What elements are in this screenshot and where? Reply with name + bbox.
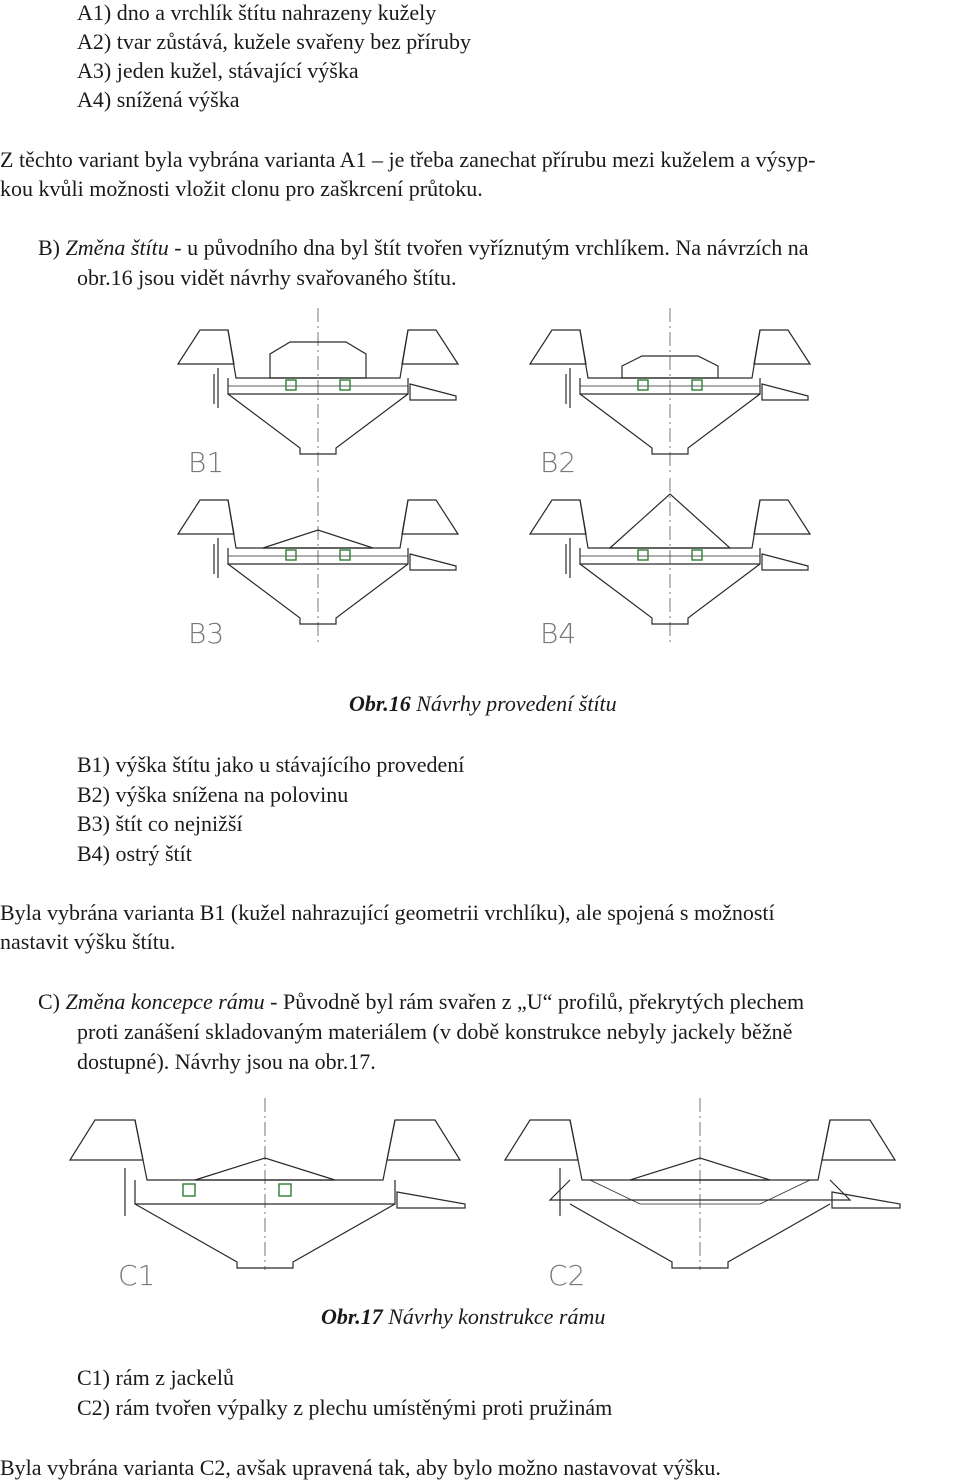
figure-16-label-b1: B1 (188, 446, 225, 479)
list-b-item-3: B3) štít co nejnižší (77, 811, 243, 836)
paragraph-a-line-2: kou kvůli možnosti vložit clonu pro zaškrcení průtoku. (0, 176, 483, 201)
list-a-item-4: A4) snížená výška (77, 87, 240, 112)
b3-left-square (286, 550, 296, 560)
b2-right-square (692, 380, 702, 390)
b3-right-ledge (410, 554, 456, 570)
list-b-item-4: B4) ostrý štít (77, 841, 192, 866)
list-a-item-2: A2) tvar zůstává, kužele svařeny bez příruby (77, 29, 472, 54)
c1-left-brim (70, 1120, 143, 1160)
list-b-item-1: B1) výška štítu jako u stávajícího provedení (77, 752, 465, 777)
section-c-line-2: proti zanášení skladovaným materiálem (v době konstrukce nebyly jackely běžně (77, 1019, 793, 1044)
c2-frame-drawing (505, 1098, 900, 1270)
section-c-line-3: dostupné). Návrhy jsou na obr.17. (77, 1049, 376, 1074)
figure-16-label-b3: B3 (188, 617, 225, 650)
list-c-item-2: C2) rám tvořen výpalky z plechu umístěnými proti pružinám (77, 1395, 613, 1420)
b3-right-square (340, 550, 350, 560)
b1-left-square (286, 380, 296, 390)
b4-right-ledge (762, 554, 808, 570)
b4-left-brim (530, 500, 586, 534)
b1-right-brim (402, 330, 458, 364)
section-c-title: Změna koncepce rámu (65, 989, 265, 1014)
section-c-heading: C) Změna koncepce rámu - Původně byl rám svařen z „U“ profilů, překrytých plechem (38, 989, 805, 1014)
paragraph-b-line-1: Byla vybrána varianta B1 (kužel nahrazující geometrii vrchlíku), ale spojená s možností (0, 900, 775, 925)
b2-left-square (638, 380, 648, 390)
c1-right-square (279, 1184, 291, 1196)
figure-17-drawings (0, 1095, 960, 1300)
section-b-line-2: obr.16 jsou vidět návrhy svařovaného štítu. (77, 265, 457, 290)
figure-17-caption: Obr.17 Návrhy konstrukce rámu (321, 1304, 606, 1329)
b1-right-square (340, 380, 350, 390)
figure-17-label-c1: C1 (118, 1259, 156, 1292)
b2-right-ledge (762, 384, 808, 400)
c1-left-square (183, 1184, 195, 1196)
c1-right-ledge (397, 1192, 465, 1208)
figure-16-drawings (0, 0, 960, 690)
b2-right-brim (754, 330, 810, 364)
b4-right-square (692, 550, 702, 560)
list-a-item-3: A3) jeden kužel, stávající výška (77, 58, 359, 83)
b2-left-brim (530, 330, 586, 364)
c1-frame-drawing (70, 1098, 465, 1270)
c1-right-brim (387, 1120, 460, 1160)
b3-right-brim (402, 500, 458, 534)
c2-right-brim (822, 1120, 895, 1160)
b1-left-brim (178, 330, 234, 364)
figure-16-caption: Obr.16 Návrhy provedení štítu (349, 691, 617, 716)
section-b-heading: B) Změna štítu - u původního dna byl štít tvořen vyříznutým vrchlíkem. Na návrzích na (38, 235, 809, 260)
paragraph-b-line-2: nastavit výšku štítu. (0, 929, 176, 954)
figure-17-label-c2: C2 (548, 1259, 586, 1292)
c2-left-brim (505, 1120, 578, 1160)
b3-left-brim (178, 500, 234, 534)
paragraph-a-line-1: Z těchto variant byla vybrána varianta A1 – je třeba zanechat přírubu mezi kuželem a výsyp- (0, 147, 816, 172)
list-c-item-1: C1) rám z jackelů (77, 1365, 234, 1390)
section-b-title: Změna štítu (65, 235, 169, 260)
b4-right-brim (754, 500, 810, 534)
paragraph-c: Byla vybrána varianta C2, avšak upravená tak, aby bylo možno nastavovat výšku. (0, 1455, 721, 1480)
figure-16-label-b4: B4 (540, 617, 577, 650)
b4-left-square (638, 550, 648, 560)
list-a-item-1: A1) dno a vrchlík štítu nahrazeny kužely (77, 0, 437, 25)
list-b-item-2: B2) výška snížena na polovinu (77, 782, 349, 807)
figure-16-label-b2: B2 (540, 446, 577, 479)
b1-right-ledge (410, 384, 456, 400)
